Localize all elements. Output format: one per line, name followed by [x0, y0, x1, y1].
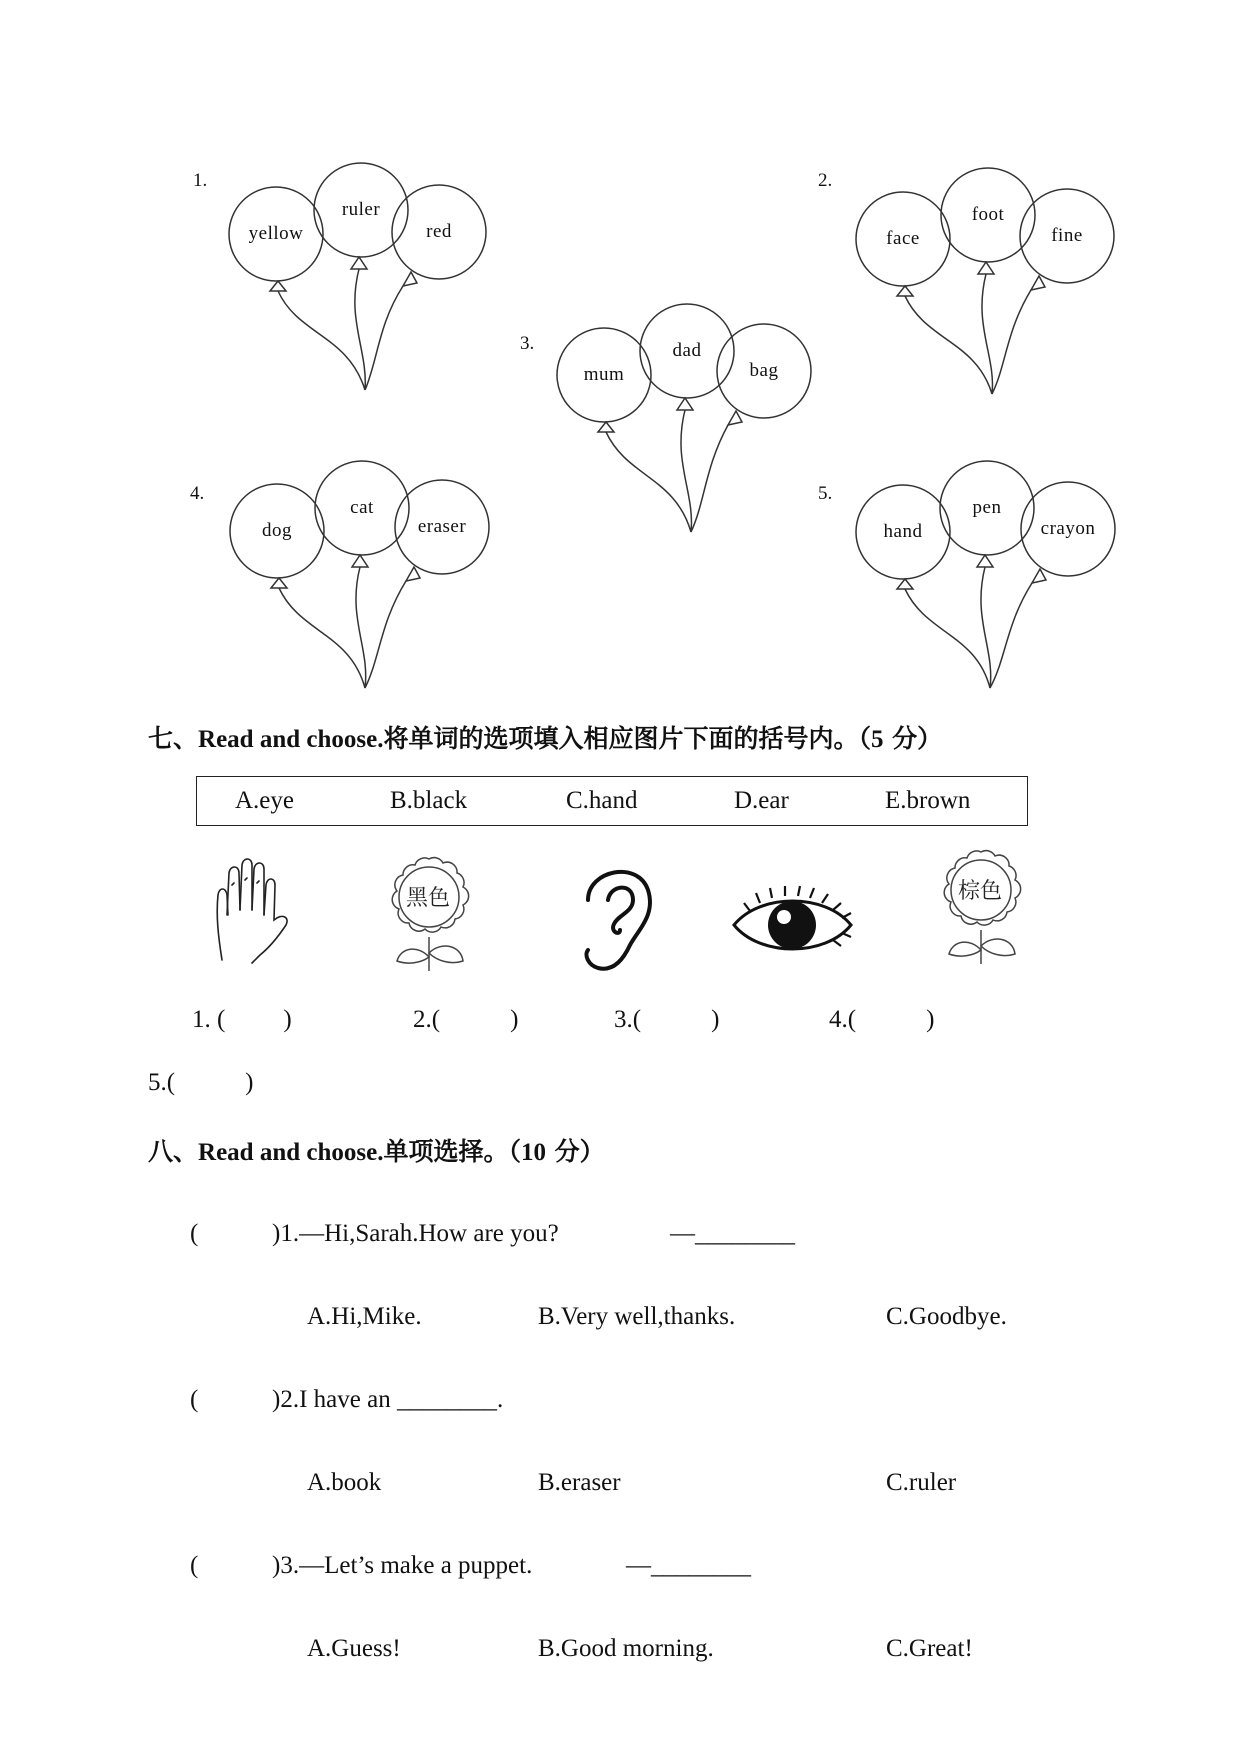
answer-blank-label: 5.(	[148, 1069, 176, 1096]
answer-blank-4	[829, 1006, 934, 1034]
close-paren: )	[245, 1069, 254, 1096]
balloon-word: foot	[971, 204, 1005, 225]
balloon-word: mum	[583, 364, 625, 385]
word-bank	[196, 776, 1028, 826]
balloon-word: dad	[672, 340, 702, 361]
close-paren: )	[283, 1006, 292, 1033]
section-8-title-cn: 单项选择。（	[383, 1137, 521, 1166]
answer-blank-label: 1. (	[192, 1006, 226, 1033]
hand-icon	[212, 855, 292, 965]
word-option: A.eye	[235, 787, 294, 814]
answer-blank-label: 4.(	[829, 1006, 857, 1033]
question-2-stem: )2.I have an ________.	[272, 1386, 504, 1413]
answer-blank-3	[614, 1006, 719, 1034]
eye-icon	[730, 885, 855, 960]
balloons-icon	[228, 160, 508, 390]
word-option: C.hand	[566, 787, 638, 814]
balloon-word: ruler	[341, 199, 381, 220]
hand-picture	[212, 855, 292, 965]
close-paren: )	[711, 1006, 720, 1033]
balloon-group-5	[856, 459, 1136, 689]
question-2-option-b: B.eraser	[538, 1469, 621, 1496]
word-option: D.ear	[734, 787, 789, 814]
word-option: B.black	[390, 787, 468, 814]
question-1-option-b: B.Very well,thanks.	[538, 1303, 736, 1330]
balloons-icon	[555, 302, 835, 532]
answer-blank-1	[192, 1006, 292, 1034]
balloon-word: crayon	[1040, 518, 1096, 539]
question-3-option-b: B.Good morning.	[538, 1635, 714, 1662]
ear-icon	[578, 860, 658, 975]
question-2-option-c: C.ruler	[886, 1469, 957, 1496]
balloon-group-5-number: 5.	[818, 483, 833, 504]
answer-blank-label: 3.(	[614, 1006, 642, 1033]
balloon-word: fine	[1051, 225, 1083, 246]
section-8-title-en: Read and choose.	[198, 1139, 384, 1166]
balloon-group-4-number: 4.	[190, 483, 205, 504]
eye-picture	[730, 885, 855, 960]
question-1-answer-blank: —________	[670, 1220, 795, 1247]
answer-blank-5	[148, 1069, 253, 1097]
section-7-title-en: Read and choose.	[198, 726, 384, 753]
section-7-prefix: 七、	[148, 724, 199, 753]
balloon-word: face	[886, 228, 920, 249]
section-8-heading	[148, 1132, 605, 1168]
section-7-suffix: 分）	[883, 724, 943, 753]
question-3-option-c: C.Great!	[886, 1635, 973, 1662]
answer-blank-label: 2.(	[413, 1006, 441, 1033]
question-3-answer-blank: —________	[626, 1552, 751, 1579]
question-1-open-paren: (	[190, 1220, 199, 1247]
flower-label: 棕色	[958, 879, 1003, 904]
section-8-suffix: 分）	[545, 1137, 605, 1166]
balloon-word: red	[426, 221, 452, 242]
flower-icon	[383, 853, 483, 973]
question-3-stem: )3.—Let’s make a puppet.	[272, 1552, 533, 1579]
question-2-option-a: A.book	[307, 1469, 382, 1496]
section-8-prefix: 八、	[148, 1137, 199, 1166]
balloon-group-2	[856, 166, 1136, 396]
flower-icon	[935, 846, 1035, 966]
balloon-word: bag	[749, 360, 779, 381]
close-paren: )	[510, 1006, 519, 1033]
word-option: E.brown	[885, 787, 971, 814]
section-7-score: 5	[870, 726, 884, 753]
ear-picture	[578, 860, 658, 975]
question-1-stem: )1.—Hi,Sarah.How are you?	[272, 1220, 559, 1247]
question-1-option-c: C.Goodbye.	[886, 1303, 1007, 1330]
question-2-open-paren: (	[190, 1386, 199, 1413]
question-3-open-paren: (	[190, 1552, 199, 1579]
balloon-word: cat	[350, 497, 374, 518]
balloons-icon	[856, 459, 1136, 689]
question-1-option-a: A.Hi,Mike.	[307, 1303, 422, 1330]
answer-blank-2	[413, 1006, 518, 1034]
close-paren: )	[926, 1006, 935, 1033]
balloon-group-3	[555, 302, 835, 532]
balloon-word: dog	[262, 520, 292, 541]
balloon-group-3-number: 3.	[520, 333, 535, 354]
balloon-group-2-number: 2.	[818, 170, 833, 191]
section-7-heading	[148, 719, 942, 755]
balloon-group-1-number: 1.	[193, 170, 208, 191]
flower-label: 黑色	[406, 886, 451, 911]
balloon-word: eraser	[417, 516, 467, 537]
question-3-option-a: A.Guess!	[307, 1635, 401, 1662]
balloon-group-4	[230, 458, 510, 688]
brown-flower-picture	[935, 846, 1035, 966]
black-flower-picture	[383, 853, 483, 973]
balloons-icon	[230, 458, 510, 688]
section-7-title-cn: 将单词的选项填入相应图片下面的括号内。（	[383, 724, 871, 753]
balloon-word: hand	[883, 521, 923, 542]
balloon-group-1	[228, 160, 508, 390]
balloon-word: pen	[972, 497, 1002, 518]
balloons-icon	[856, 166, 1136, 396]
balloon-word: yellow	[248, 223, 304, 244]
section-8-score: 10	[520, 1139, 546, 1166]
